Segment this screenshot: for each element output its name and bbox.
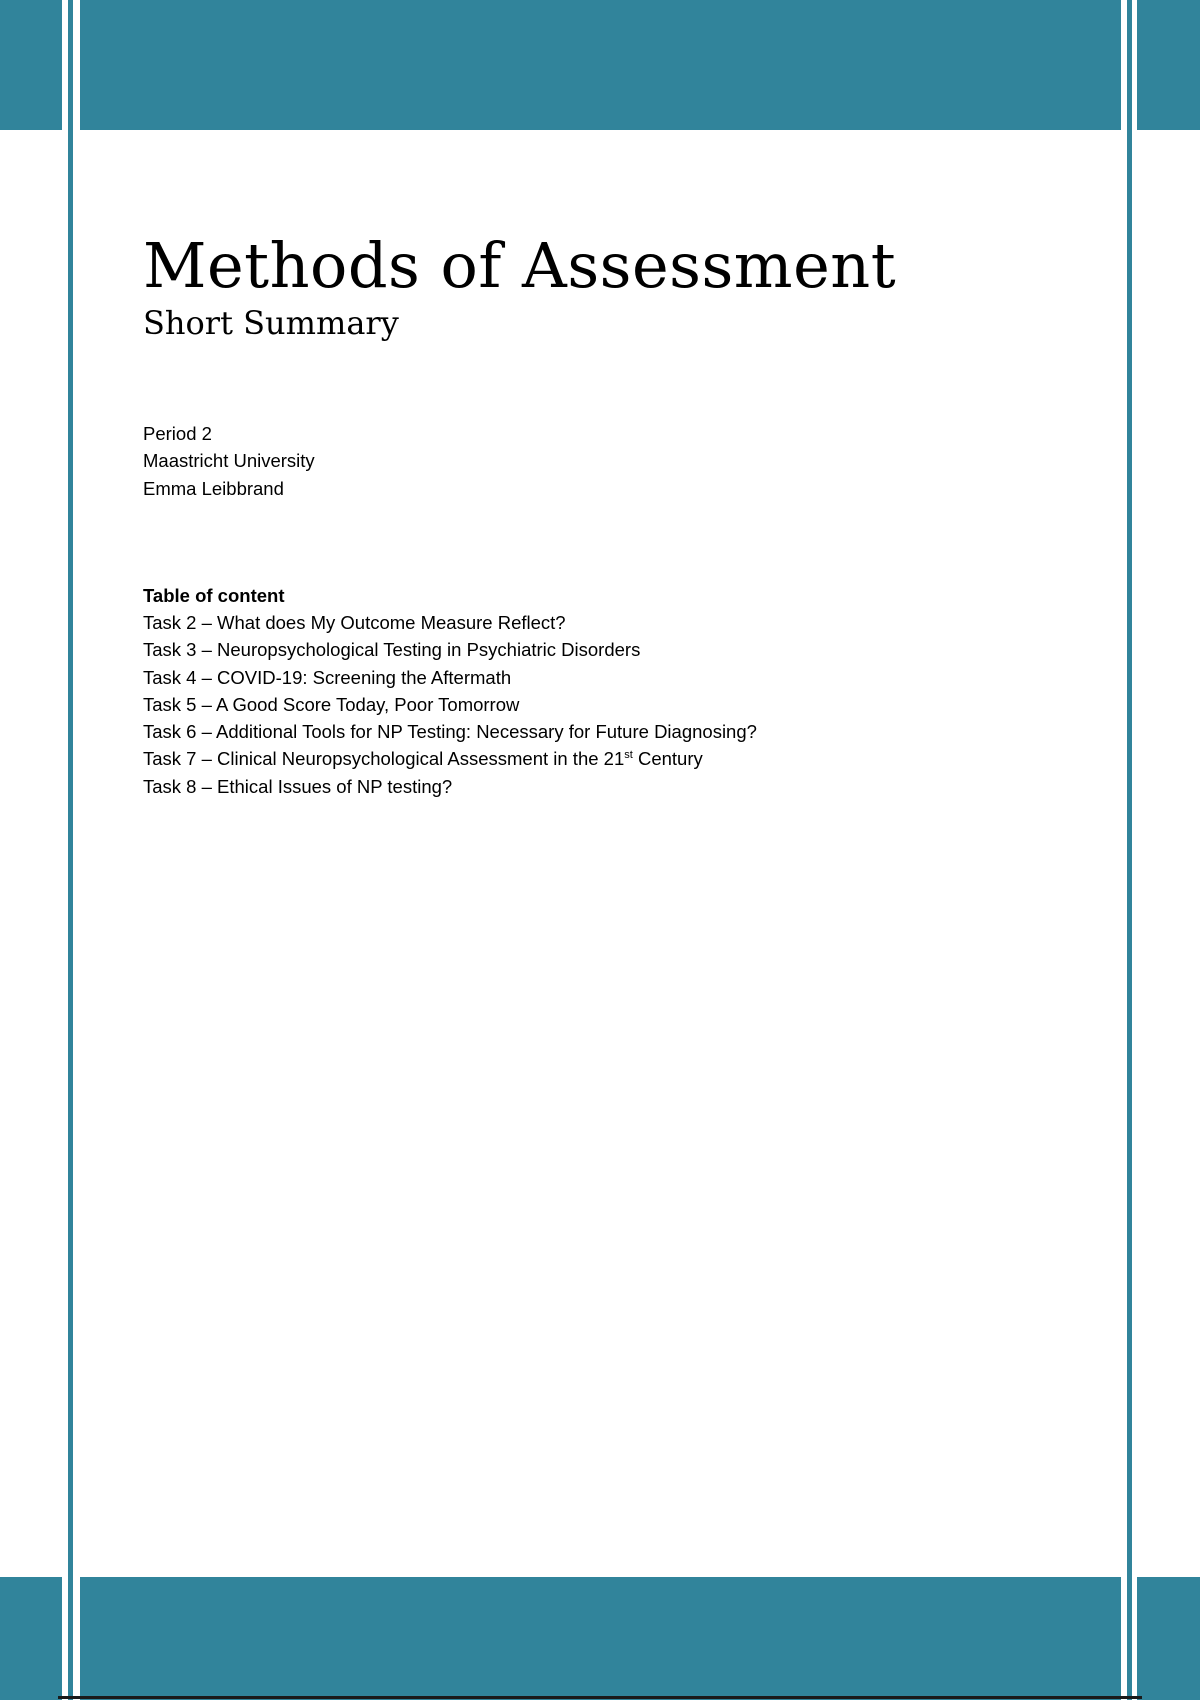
toc-item[interactable] [143, 745, 1103, 772]
document-title: Methods of Assessment [143, 229, 897, 302]
toc-item[interactable]: Task 6 – Additional Tools for NP Testing: Necessary for Future Diagnosing? [143, 721, 757, 743]
period-text: Period 2 [143, 422, 212, 444]
toc-item-superscript: st [624, 749, 633, 762]
left-border-rule [68, 0, 73, 1700]
footer-banner [0, 1577, 1200, 1700]
toc-item-text: Century [632, 748, 703, 770]
toc-item[interactable]: Task 8 – Ethical Issues of NP testing? [143, 775, 453, 797]
document-meta [143, 420, 1103, 503]
institution-text: Maastricht University [143, 450, 315, 472]
toc-heading: Table of content [143, 585, 285, 607]
toc-item[interactable]: Task 5 – A Good Score Today, Poor Tomorrow [143, 693, 520, 715]
page-bottom-edge [58, 1696, 1142, 1699]
table-of-contents [143, 582, 1103, 800]
header-banner [0, 0, 1200, 130]
toc-item[interactable]: Task 3 – Neuropsychological Testing in Psychiatric Disorders [143, 639, 641, 661]
author-text: Emma Leibbrand [143, 477, 284, 499]
document-subtitle: Short Summary [143, 304, 399, 343]
toc-item[interactable]: Task 2 – What does My Outcome Measure Reflect? [143, 612, 566, 634]
right-border-rule [1127, 0, 1132, 1700]
toc-item-text: Task 7 – Clinical Neuropsychological Assessment in the 21 [143, 748, 625, 770]
cover-content [143, 229, 1103, 800]
toc-item[interactable]: Task 4 – COVID-19: Screening the Aftermath [143, 666, 512, 688]
